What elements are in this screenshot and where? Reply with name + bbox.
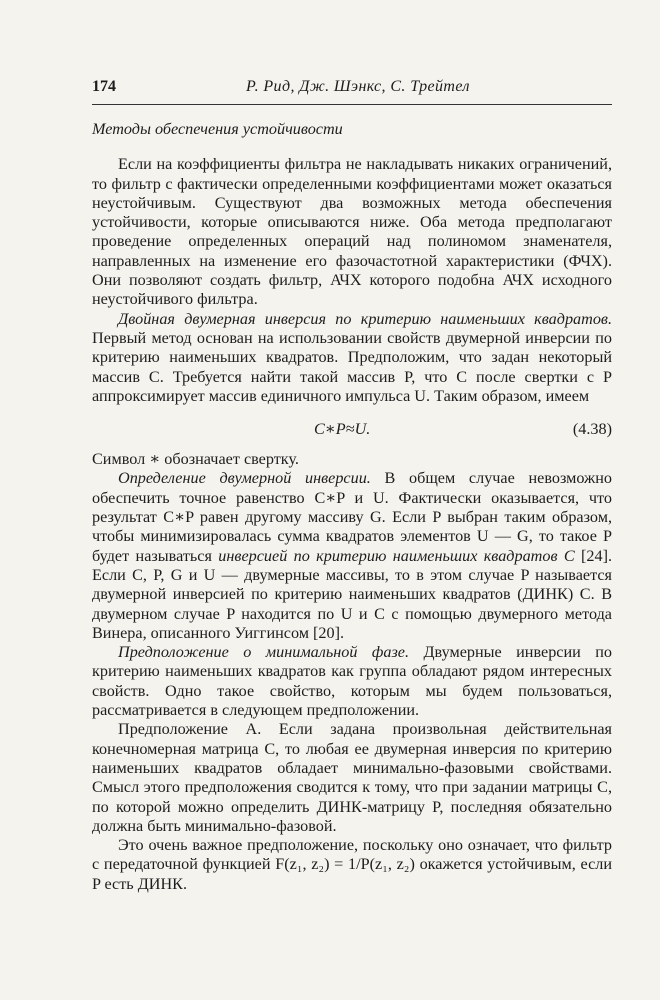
paragraph: [92, 310, 612, 406]
formula-expression: C∗P≈U.: [314, 420, 371, 439]
paragraph-text: Первый метод основан на использовании свойств двумерной инверсии по критерию наименьших квадратов. Предположим, что задан некоторый массив C. Требуется найти такой массив P, что C после свертки с P аппроксимирует массив единичного импульса U. Таким образом, имеем: [92, 328, 612, 405]
paragraph-text: Двумерные инверсии по критерию наименьших квадратов как группа обладают рядом интересных свойств. Одно такое свойство, которым мы будем пользоваться, рассматривается в следующем предположении.: [92, 643, 612, 720]
formula-4-38: [92, 416, 612, 444]
running-head-authors: Р. Рид, Дж. Шэнкс, С. Трейтел: [246, 78, 470, 95]
paragraph: Предположение А. Если задана произвольная действительная конечномерная матрица C, то любая ее двумерная инверсия по критерию наименьших квадратов обладает минимально-фазовыми свойствами. Смысл этого предположения сводится к тому, что при задании матрицы C, по которой можно определить ДИНК-матрицу P, последняя обязательно должна быть минимально-фазовой.: [92, 720, 612, 835]
paragraph: Символ ∗ обозначает свертку.: [92, 450, 299, 469]
formula-number: (4.38): [572, 420, 612, 439]
page-header: [92, 78, 612, 102]
page-number: 174: [92, 78, 116, 95]
paragraph: [92, 643, 612, 720]
paragraph-lead: Определение двумерной инверсии.: [118, 469, 371, 488]
paragraph-text: [24]. Если C, P, G и U — двумерные массивы, то в этом случае P называется двумерной инверсией по критерию наименьших квадратов (ДИНК) C. В двумерном случае P находится по U и C с помощью двумерного метода Винера, описанного Уиггинсом [20].: [92, 546, 613, 642]
paragraph-text: В общем случае невозможно обеспечить точное равенство C∗P и U. Фактически оказывается, что результат C∗P равен другому массиву G. Если P выбран таким образом, чтобы минимизировалась сумма квадратов элементов U — G, то такое P будет называться: [92, 469, 612, 565]
paragraph-lead: Двойная двумерная инверсия по критерию наименьших квадратов.: [118, 309, 612, 328]
page-body: [92, 120, 612, 894]
defined-term: инверсией по критерию наименьших квадратов C: [218, 546, 575, 565]
paragraph-lead: Предположение о минимальной фазе.: [118, 643, 409, 662]
paragraph: Это очень важное предположение, поскольку оно означает, что фильтр с передаточной функцией F(z₁, z₂) = 1/P(z₁, z₂) окажется устойчивым, если P есть ДИНК.: [92, 836, 612, 893]
paragraph: Если на коэффициенты фильтра не накладывать никаких ограничений, то фильтр с фактически определенными коэффициентами может оказаться неустойчивым. Существуют два возможных метода обеспечения устойчивости, которые описываются ниже. Оба метода предполагают проведение определенных операций над полиномом знаменателя, направленных на изменение его фазочастотной характеристики (ФЧХ). Они позволяют создать фильтр, АЧХ которого подобна АЧХ исходного неустойчивого фильтра.: [92, 155, 612, 309]
paragraph: [92, 469, 612, 643]
section-title: Методы обеспечения устойчивости: [92, 120, 343, 138]
header-rule: [92, 104, 612, 105]
